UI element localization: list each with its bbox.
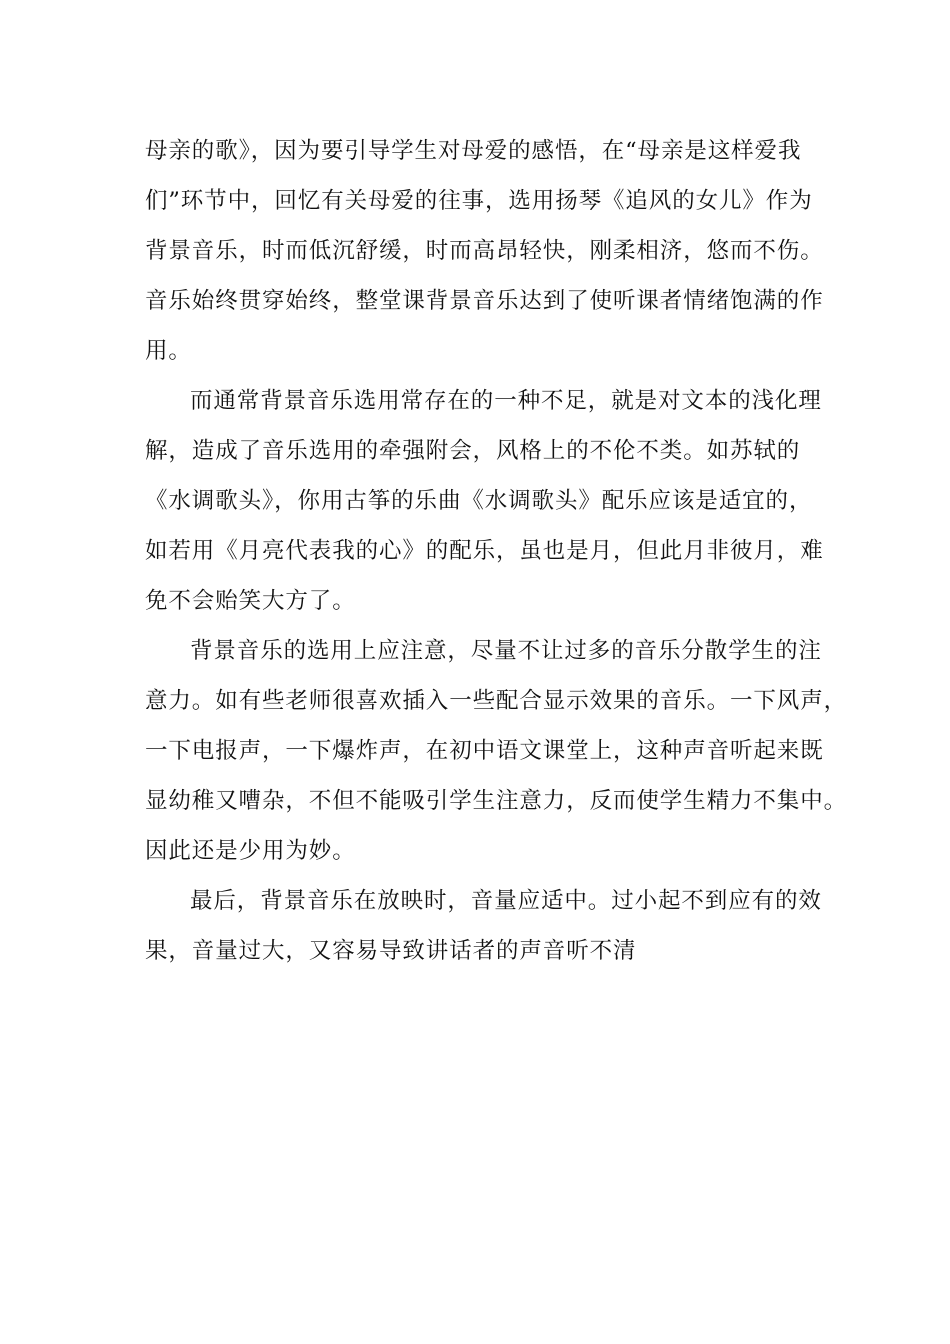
paragraph-4-line-1: 最后，背景音乐在放映时，音量应适中。过小起不到应有的效 — [190, 888, 822, 914]
paragraph-1-line-4: 音乐始终贯穿始终，整堂课背景音乐达到了使听课者情绪饱满的作 — [145, 288, 824, 314]
paragraph-2-line-3: 《水调歌头》，你用古筝的乐曲《水调歌头》配乐应该是适宜的， — [145, 488, 813, 514]
paragraph-4-line-2: 果，音量过大，又容易导致讲话者的声音听不清 — [145, 938, 637, 964]
paragraph-3-line-3: 一下电报声，一下爆炸声，在初中语文课堂上，这种声音听起来既 — [145, 738, 824, 764]
paragraph-2-line-5: 免不会贻笑大方了。 — [145, 588, 356, 614]
paragraph-2-line-4: 如若用《月亮代表我的心》的配乐，虽也是月，但此月非彼月，难 — [145, 538, 824, 564]
paragraph-3-line-5: 因此还是少用为妙。 — [145, 838, 356, 864]
paragraph-1-line-5: 用。 — [145, 338, 192, 364]
paragraph-1-line-2: 们”环节中，回忆有关母爱的往事，选用扬琴《追风的女儿》作为 — [145, 188, 813, 214]
paragraph-3-line-4: 显幼稚又嘈杂，不但不能吸引学生注意力，反而使学生精力不集中。 — [145, 788, 848, 814]
paragraph-2-line-2: 解，造成了音乐选用的牵强附会，风格上的不伦不类。如苏轼的 — [145, 438, 801, 464]
paragraph-3-line-2: 意力。如有些老师很喜欢插入一些配合显示效果的音乐。一下风声， — [145, 688, 848, 714]
paragraph-1-line-1: 母亲的歌》，因为要引导学生对母爱的感悟，在“母亲是这样爱我 — [145, 138, 802, 164]
paragraph-1-line-3: 背景音乐，时而低沉舒缓，时而高昂轻快，刚柔相济，悠而不伤。 — [145, 238, 824, 264]
paragraph-3-line-1: 背景音乐的选用上应注意，尽量不让过多的音乐分散学生的注 — [190, 638, 822, 664]
paragraph-2-line-1: 而通常背景音乐选用常存在的一种不足，就是对文本的浅化理 — [190, 388, 822, 414]
